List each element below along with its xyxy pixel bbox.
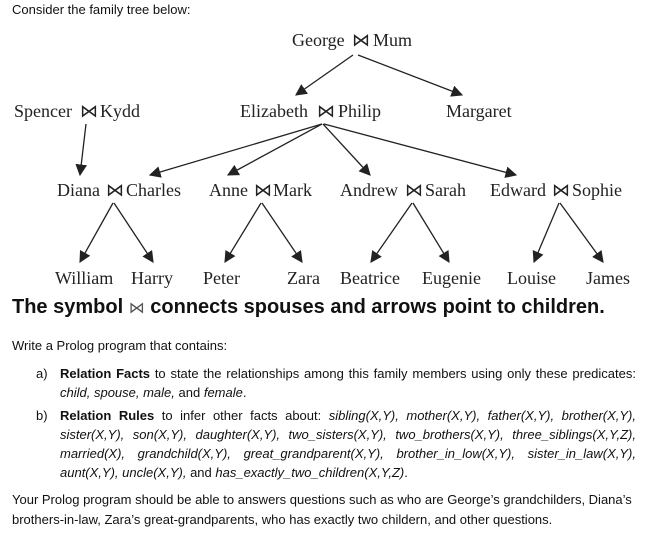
item-title: Relation Rules <box>60 408 155 423</box>
person-william: William <box>55 268 114 288</box>
person-peter: Peter <box>203 268 240 288</box>
person-zara: Zara <box>287 268 320 288</box>
person-andrew: Andrew <box>340 180 398 200</box>
item-last-predicate: has_exactly_two_children(X,Y,Z) <box>215 465 405 480</box>
person-elizabeth: Elizabeth <box>240 101 308 121</box>
list-marker: a) <box>36 366 48 381</box>
person-diana: Diana <box>57 180 100 200</box>
intro-text: Consider the family tree below: <box>12 2 191 17</box>
item-predicates: child, spouse, male, <box>60 385 175 400</box>
bowtie-symbol: ⋈ <box>128 298 145 317</box>
spouse-symbol: ⋈ <box>254 180 272 200</box>
person-eugenie: Eugenie <box>422 268 481 288</box>
spouse-symbol: ⋈ <box>317 101 335 121</box>
arrow-anne-peter <box>225 203 261 262</box>
person-harry: Harry <box>131 268 173 288</box>
arrow-spencer-diana <box>80 124 86 175</box>
spouse-symbol: ⋈ <box>352 30 370 50</box>
person-spencer: Spencer <box>14 101 72 121</box>
person-beatrice: Beatrice <box>340 268 400 288</box>
item-conjunction: and <box>186 465 216 480</box>
arrow-diana-william <box>80 203 113 262</box>
item-predicates: sibling(X,Y), mother(X,Y), father(X,Y), brother(X,Y), sister(X,Y), son(X,Y), daughter(X,Y), two_sisters(X,Y), two_brothers(X,Y), three_siblings(X,Y,Z), married(X), grandchild(X,Y), great_grandparent(X,Y), brother_in_low(X,Y), sister_in_law(X,Y), aunt(X,Y), uncle(X,Y), <box>60 408 636 480</box>
item-text: to infer other facts about: <box>154 408 329 423</box>
person-anne: Anne <box>209 180 248 200</box>
spouse-symbol: ⋈ <box>80 101 98 121</box>
symbol-note-before: The symbol <box>12 296 129 318</box>
person-mum: Mum <box>373 30 413 50</box>
spouse-symbol: ⋈ <box>405 180 423 200</box>
arrow-andrew-eugenie <box>413 203 449 262</box>
arrow-elizabeth-andrew <box>323 124 370 175</box>
person-james: James <box>586 268 630 288</box>
item-last-predicate: female <box>203 385 243 400</box>
item-text: to state the relationships among this family members using only these predicates: <box>150 366 636 381</box>
arrow-diana-harry <box>114 203 153 262</box>
person-mark: Mark <box>273 180 312 200</box>
person-margaret: Margaret <box>446 101 512 121</box>
person-sarah: Sarah <box>425 180 466 200</box>
item-conjunction: and <box>174 385 204 400</box>
arrow-anne-zara <box>262 203 302 262</box>
person-george: George <box>292 30 345 50</box>
list-item-b <box>36 406 636 482</box>
task-text: Write a Prolog program that contains: <box>12 338 228 353</box>
arrow-elizabeth-edward <box>324 124 516 175</box>
arrow-edward-louise <box>534 203 559 262</box>
symbol-note <box>12 296 605 319</box>
arrow-elizabeth-anne <box>228 124 322 175</box>
person-charles: Charles <box>126 180 181 200</box>
spouse-symbol: ⋈ <box>552 180 570 200</box>
item-end: . <box>242 385 247 400</box>
arrow-elizabeth-charles <box>150 124 322 175</box>
person-louise: Louise <box>507 268 556 288</box>
requirements-list <box>36 364 636 482</box>
symbol-note-after: connects spouses and arrows point to children. <box>144 296 605 318</box>
arrow-edward-james <box>560 203 603 262</box>
person-philip: Philip <box>338 101 382 121</box>
arrow-george-margaret <box>358 55 462 95</box>
arrow-andrew-beatrice <box>371 203 412 262</box>
list-item-a <box>36 364 636 402</box>
arrow-george-elizabeth <box>296 55 353 95</box>
item-end: . <box>404 465 408 480</box>
person-kydd: Kydd <box>100 101 140 121</box>
closing-paragraph: Your Prolog program should be able to answers questions such as who are George’s grandchilders, Diana’s brothers-in-law, Zara’s great-grandparents, who has exactly two childern, and other questions. <box>12 492 632 527</box>
person-sophie: Sophie <box>572 180 623 200</box>
person-edward: Edward <box>490 180 546 200</box>
list-marker: b) <box>36 408 48 423</box>
spouse-symbol: ⋈ <box>106 180 124 200</box>
item-title: Relation Facts <box>60 366 151 381</box>
